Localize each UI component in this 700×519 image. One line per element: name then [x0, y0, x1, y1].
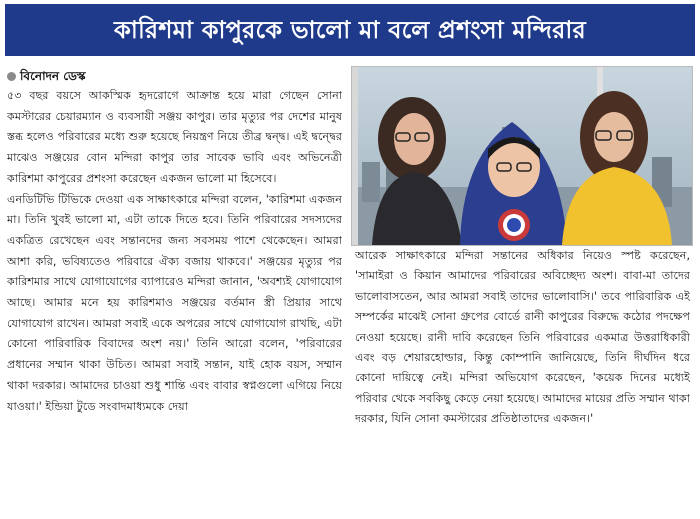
- headline: কারিশমা কাপুরকে ভালো মা বলে প্রশংসা মন্দিরার: [5, 4, 695, 56]
- byline: [7, 68, 86, 88]
- article-left-column: [7, 86, 342, 516]
- bullet-icon: [7, 72, 16, 81]
- paragraph: আরেক সাক্ষাৎকারে মন্দিরা সন্তানের অধিকার নিয়েও স্পষ্ট করেছেন, 'সামাইরা ও কিয়ান আমাদের পরিবারের অবিচ্ছেদ্য অংশ। বাবা-মা তাদের ভালোবাসতেন, আর আমরা সবাই তাদের ভালোবাসি।' তবে পারিবারিক এই সম্পর্কের মাঝেই সোনা গ্রুপের বোর্ডে রানী কাপুরের বিরুদ্ধে কঠোর পদক্ষেপ নেওয়া হয়েছে। রানী দাবি করেছেন তিনি পরিবারের একমাত্র উত্তরাধিকারী এবং বড় শেয়ারহোল্ডার, কিন্তু কোম্পানি জানিয়েছে, তিনি দীর্ঘদিন ধরে কোনো দায়িত্বে নেই। মন্দিরা অভিযোগ করেছেন, 'কয়েক দিনের মধ্যেই পরিবার থেকে সবকিছু কেড়ে নেয়া হয়েছে। আমাদের মায়ের প্রতি সম্মান থাকা দরকার, যিনি সোনা কমস্টারের প্রতিষ্ঠাতাদের একজন।': [355, 249, 690, 426]
- byline-text: বিনোদন ডেস্ক: [20, 69, 86, 83]
- paragraph: ৫৩ বছর বয়সে আকস্মিক হৃদরোগে আক্রান্ত হয়ে মারা গেছেন সোনা কমস্টারের চেয়ারম্যান ও ব্যবসায়ী সঞ্জয় কাপুর। তার মৃত্যুর পর দেশের মানুষ স্তব্ধ হলেও পরিবারের মধ্যে শুরু হয়েছে নিয়ন্ত্রণ নিয়ে তীব্র দ্বন্দ্ব। এই দ্বন্দ্বের মাঝেও সঞ্জয়ের বোন মন্দিরা কাপুর তার সাবেক ভাবি এবং অভিনেত্রী কারিশমা কাপুরের প্রশংসা করেছেন একজন ভালো মা হিসেবে।: [7, 89, 342, 185]
- article-photo: [351, 66, 693, 246]
- paragraph: এনডিটিভি টিভিকে দেওয়া এক সাক্ষাৎকারে মন্দিরা বলেন, 'কারিশমা একজন মা। তিনি খুবই ভালো মা, এটা তাকে দিতে হবে। তিনি পরিবারের সদস্যদের একত্রিত রেখেছেন এবং সন্তানদের জন্য সবসময় পাশে থেকেছেন। আমরা আশা করি, ভবিষ্যতেও পরিবারে ঐক্য বজায় থাকবে।' সঞ্জয়ের মৃত্যুর পর কারিশমার সাথে যোগাযোগের ব্যাপারেও মন্দিরা জানান, 'অবশ্যই যোগাযোগ আছে। আমার মনে হয় কারিশমাও সঞ্জয়ের বর্তমান স্ত্রী প্রিয়ার সাথে যোগাযোগ রাখেন। আমরা সবাই একে অপরের সাথে যোগাযোগ রাখছি, এটা কোনো পারিবারিক বিবাদের অংশ নয়।' তিনি আরো বলেন, 'পরিবারের প্রধানের সম্মান থাকা উচিত। আমরা সবাই সন্তান, যাই হোক বয়স, সম্মান থাকা দরকার। আমাদের চাওয়া শুধু শান্তি এবং বাবার স্বপ্নগুলো এগিয়ে নিয়ে যাওয়া।' ইন্ডিয়া টুডে সংবাদমাধ্যমকে দেয়া: [7, 192, 342, 413]
- article-right-column: [355, 246, 690, 514]
